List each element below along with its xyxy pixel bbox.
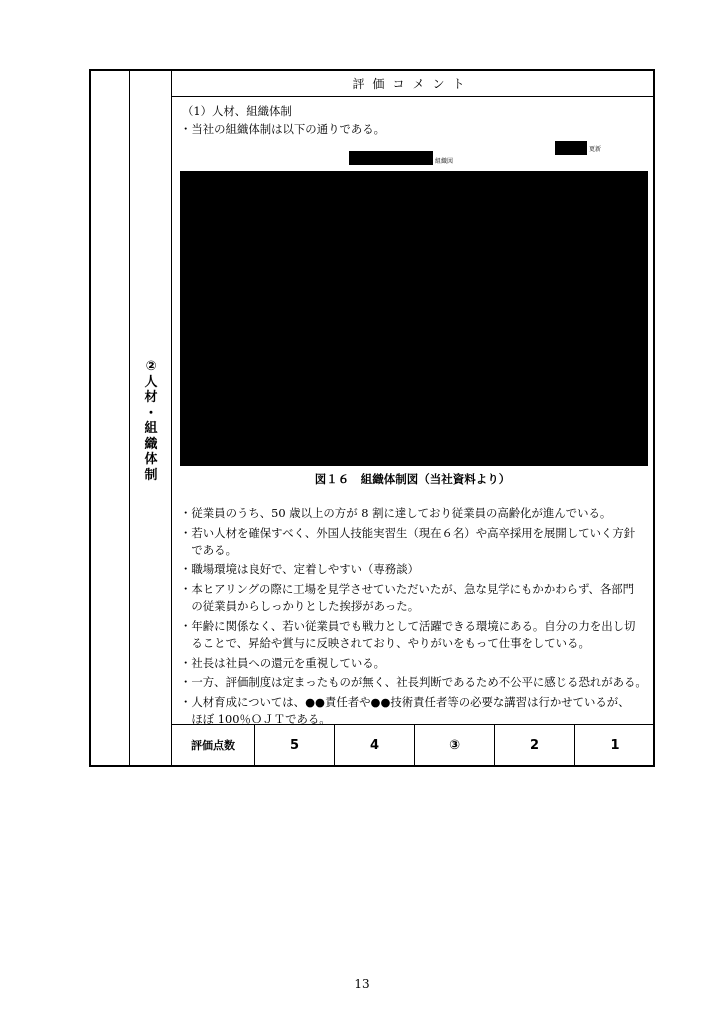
section-title-char: 体 xyxy=(144,452,158,467)
comment-body xyxy=(172,97,653,726)
bullet-line: である。 xyxy=(180,543,237,557)
section-title-char: 制 xyxy=(144,467,158,483)
score-option-2: 2 xyxy=(494,725,574,765)
comment-header: 評価コメント xyxy=(172,71,653,97)
bullet-line: ることで、昇給や賞与に反映されており、やりがいをもって仕事をしている。 xyxy=(180,636,590,650)
bullet-line: ・年齢に関係なく、若い従業員でも戦力として活躍できる環境にある。自分の力を出し切 xyxy=(180,619,636,633)
small-label: 組織図 xyxy=(435,158,454,165)
score-option-5: 5 xyxy=(254,725,334,765)
section-title-char: 組 xyxy=(144,421,158,436)
section-title xyxy=(130,359,172,483)
section-title-char: ・ xyxy=(144,405,158,421)
redacted-block xyxy=(555,141,587,155)
score-label: 評価点数 xyxy=(191,739,235,752)
score-option-3-selected: ③ xyxy=(414,725,494,765)
bullet-line: の従業員からしっかりとした挨拶があった。 xyxy=(180,599,420,613)
bullet-line: ・社長は社員への還元を重視している。 xyxy=(180,656,386,670)
score-option-4: 4 xyxy=(334,725,414,765)
bullet-line: ・本ヒアリングの際に工場を見学させていただいたが、急な見学にもかかわらず、各部門 xyxy=(180,582,635,596)
score-row xyxy=(172,724,653,765)
small-label: 更新 xyxy=(589,146,602,153)
score-option-1: 1 xyxy=(574,725,655,765)
bullet-line: ・若い人材を確保すべく、外国人技能実習生（現在６名）や高卒採用を展開していく方針 xyxy=(180,526,636,540)
evaluation-table xyxy=(89,69,655,767)
section-title-char: 材 xyxy=(144,390,158,405)
section-title-char: 人 xyxy=(144,374,158,390)
bullet-line: ほぼ 100％ＯＪＴである。 xyxy=(180,712,331,726)
blank-left-column xyxy=(91,71,130,765)
redacted-block xyxy=(349,151,433,165)
heading: （1）人材、組織体制 xyxy=(182,104,292,118)
section-title-char: 織 xyxy=(144,436,158,452)
section-title-char: ② xyxy=(145,359,157,374)
section-title-column xyxy=(130,71,172,765)
bullet-line: ・人材育成については、●●責任者や●●技術責任者等の必要な講習は行かせているが、 xyxy=(180,695,630,709)
page-number: 13 xyxy=(354,977,370,991)
bullet-line: ・一方、評価制度は定まったものが無く、社長判断であるため不公平に感じる恐れがある。 xyxy=(180,675,647,689)
bullet-line: ・従業員のうち、50 歳以上の方が 8 割に達しており従業員の高齢化が進んでいる。 xyxy=(180,506,612,520)
org-chart-redacted xyxy=(180,171,648,466)
bullet-line: ・職場環境は良好で、定着しやすい（専務談） xyxy=(180,562,419,576)
intro-text: ・当社の組織体制は以下の通りである。 xyxy=(180,122,386,136)
figure-caption: 図１６ 組織体制図（当社資料より） xyxy=(314,472,511,486)
